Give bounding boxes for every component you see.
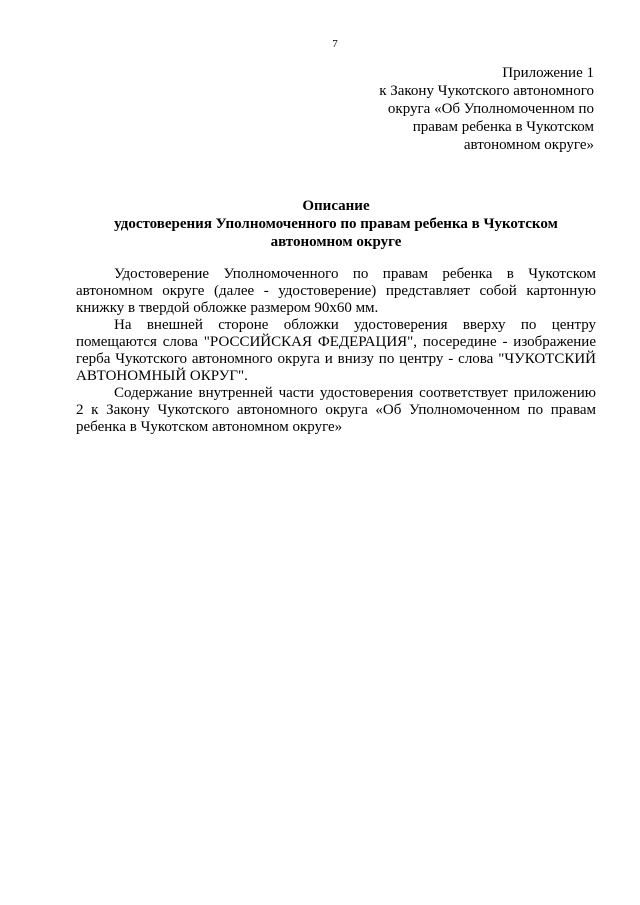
paragraph-line: 2 к Закону Чукотского автономного округа «Об Уполномоченном по правам <box>76 402 596 418</box>
appendix-line: правам ребенка в Чукотском <box>412 119 594 135</box>
title-line: удостоверения Уполномоченного по правам ребенка в Чукотском <box>114 216 558 232</box>
title-line: автономном округе <box>270 234 402 250</box>
paragraph-line: Содержание внутренней части удостоверения соответствует приложению <box>114 385 596 401</box>
appendix-heading <box>334 64 594 154</box>
paragraph-line: На внешней стороне обложки удостоверения вверху по центру <box>114 317 596 333</box>
appendix-line: округа «Об Уполномоченном по <box>387 101 594 117</box>
paragraph-line: Удостоверение Уполномоченного по правам ребенка в Чукотском <box>114 266 596 282</box>
appendix-line: Приложение 1 <box>502 65 594 81</box>
appendix-line: автономном округе» <box>463 137 594 153</box>
document-body <box>76 266 596 436</box>
paragraph-line: помещаются слова "РОССИЙСКАЯ ФЕДЕРАЦИЯ", посередине - изображение <box>76 334 596 350</box>
page-number: 7 <box>332 38 338 50</box>
document-title <box>76 197 596 251</box>
paragraph-line: АВТОНОМНЫЙ ОКРУГ". <box>76 368 248 384</box>
title-line: Описание <box>302 198 370 214</box>
body-paragraph <box>76 266 596 317</box>
paragraph-line: книжку в твердой обложке размером 90х60 мм. <box>76 300 379 316</box>
paragraph-line: автономном округе (далее - удостоверение) представляет собой картонную <box>76 283 596 299</box>
body-paragraph <box>76 317 596 385</box>
paragraph-line: герба Чукотского автономного округа и внизу по центру - слова "ЧУКОТСКИЙ <box>76 351 596 367</box>
appendix-line: к Закону Чукотского автономного <box>379 83 594 99</box>
paragraph-line: ребенка в Чукотском автономном округе» <box>76 419 343 435</box>
body-paragraph <box>76 385 596 436</box>
